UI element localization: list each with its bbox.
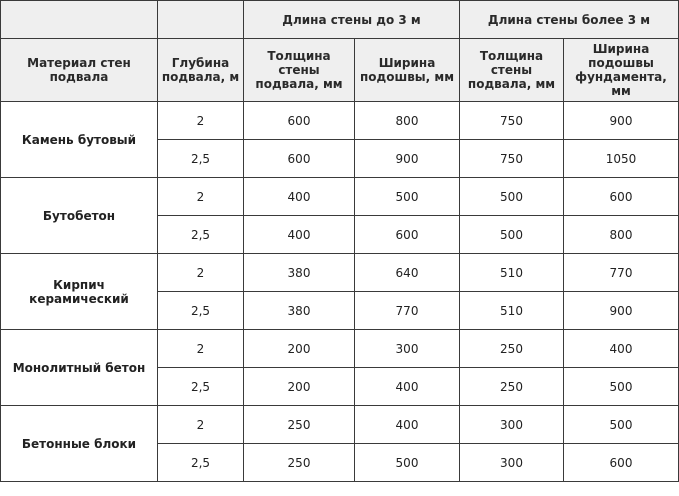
material-name: Бетонные блоки: [1, 406, 158, 482]
wall-thickness-short-cell: 200: [244, 330, 355, 368]
sole-width-short-cell: 300: [355, 330, 460, 368]
material-name: Камень бутовый: [1, 102, 158, 178]
sole-width-long-cell: 500: [564, 406, 679, 444]
wall-thickness-long-cell: 500: [460, 216, 564, 254]
depth-cell: 2,5: [158, 216, 244, 254]
sole-width-long-cell: 900: [564, 102, 679, 140]
depth-cell: 2,5: [158, 444, 244, 482]
wall-thickness-long-cell: 750: [460, 102, 564, 140]
depth-cell: 2: [158, 330, 244, 368]
table-row: [1, 102, 679, 140]
depth-cell: 2,5: [158, 292, 244, 330]
header-row-groups: [1, 1, 679, 39]
header-material: Материал стен подвала: [1, 39, 158, 102]
sole-width-long-cell: 900: [564, 292, 679, 330]
wall-thickness-short-cell: 380: [244, 292, 355, 330]
sole-width-short-cell: 770: [355, 292, 460, 330]
sole-width-short-cell: 400: [355, 406, 460, 444]
wall-thickness-long-cell: 300: [460, 444, 564, 482]
material-name: Бутобетон: [1, 178, 158, 254]
depth-cell: 2,5: [158, 368, 244, 406]
wall-thickness-short-cell: 600: [244, 140, 355, 178]
depth-cell: 2,5: [158, 140, 244, 178]
wall-thickness-long-cell: 510: [460, 292, 564, 330]
depth-cell: 2: [158, 178, 244, 216]
sole-width-long-cell: 600: [564, 178, 679, 216]
wall-thickness-long-cell: 250: [460, 330, 564, 368]
sole-width-long-cell: 800: [564, 216, 679, 254]
header-blank-cell-1: [1, 1, 158, 39]
header-wall-thickness-long: Толщина стены подвала, мм: [460, 39, 564, 102]
sole-width-short-cell: 640: [355, 254, 460, 292]
sole-width-long-cell: 500: [564, 368, 679, 406]
sole-width-long-cell: 1050: [564, 140, 679, 178]
header-wall-thickness-short: Толщина стены подвала, мм: [244, 39, 355, 102]
material-name: Монолитный бетон: [1, 330, 158, 406]
wall-thickness-short-cell: 250: [244, 406, 355, 444]
material-name: Кирпич керамический: [1, 254, 158, 330]
header-group-short-wall: Длина стены до 3 м: [244, 1, 460, 39]
sole-width-short-cell: 600: [355, 216, 460, 254]
wall-thickness-short-cell: 200: [244, 368, 355, 406]
header-row-columns: [1, 39, 679, 102]
depth-cell: 2: [158, 406, 244, 444]
sole-width-long-cell: 600: [564, 444, 679, 482]
wall-thickness-long-cell: 500: [460, 178, 564, 216]
table-row: [1, 406, 679, 444]
header-depth: Глубина подвала, м: [158, 39, 244, 102]
sole-width-short-cell: 900: [355, 140, 460, 178]
wall-thickness-short-cell: 250: [244, 444, 355, 482]
wall-thickness-long-cell: 750: [460, 140, 564, 178]
table-row: [1, 254, 679, 292]
header-group-long-wall: Длина стены более 3 м: [460, 1, 679, 39]
sole-width-short-cell: 500: [355, 444, 460, 482]
wall-thickness-short-cell: 400: [244, 178, 355, 216]
table-row: [1, 330, 679, 368]
sole-width-long-cell: 770: [564, 254, 679, 292]
wall-thickness-short-cell: 600: [244, 102, 355, 140]
sole-width-short-cell: 500: [355, 178, 460, 216]
table-row: [1, 178, 679, 216]
wall-thickness-long-cell: 300: [460, 406, 564, 444]
wall-thickness-long-cell: 250: [460, 368, 564, 406]
wall-thickness-short-cell: 380: [244, 254, 355, 292]
depth-cell: 2: [158, 254, 244, 292]
sole-width-short-cell: 400: [355, 368, 460, 406]
header-sole-width-short: Ширина подошвы, мм: [355, 39, 460, 102]
header-sole-width-long: Ширина подошвы фундамента, мм: [564, 39, 679, 102]
depth-cell: 2: [158, 102, 244, 140]
wall-thickness-long-cell: 510: [460, 254, 564, 292]
header-blank-cell-2: [158, 1, 244, 39]
sole-width-long-cell: 400: [564, 330, 679, 368]
sole-width-short-cell: 800: [355, 102, 460, 140]
wall-thickness-short-cell: 400: [244, 216, 355, 254]
